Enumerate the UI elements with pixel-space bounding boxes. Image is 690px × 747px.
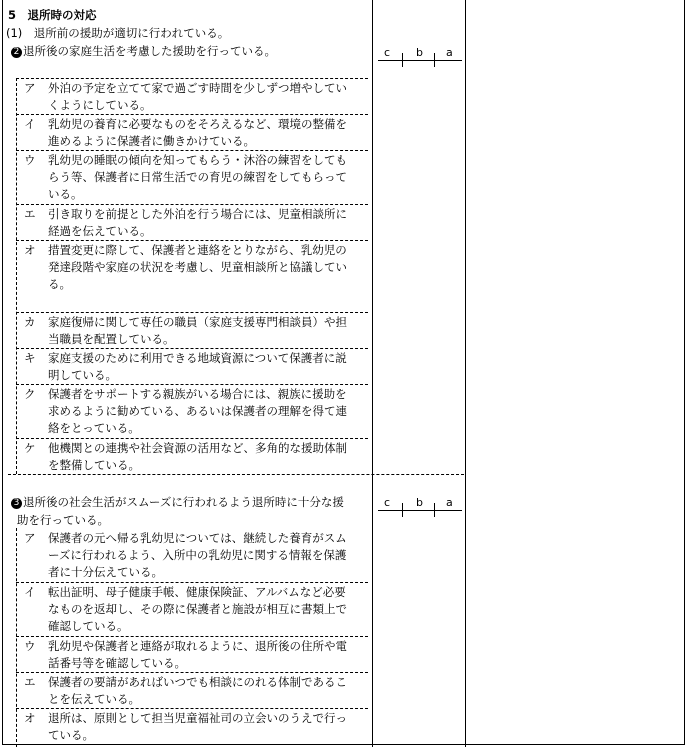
rating-b[interactable]: b xyxy=(416,496,423,509)
rating-tick xyxy=(402,53,403,67)
q3-rating-scale[interactable] xyxy=(378,496,462,524)
rating-a[interactable]: a xyxy=(446,46,453,59)
q3-heading: 3 退所後の社会生活がスムーズに行われるよう退所時に十分な援 xyxy=(11,494,344,511)
q3-box-left xyxy=(16,528,17,747)
rating-tick xyxy=(434,53,435,67)
divider xyxy=(16,438,368,439)
q2-box-left xyxy=(16,78,17,474)
subsection-title: (1) 退所前の援助が適切に行われている。 xyxy=(6,26,230,40)
q2-number-badge: 2 xyxy=(11,47,22,58)
q2-rating-scale[interactable] xyxy=(378,46,462,74)
divider xyxy=(16,384,368,385)
divider xyxy=(16,636,368,637)
rating-line xyxy=(378,510,462,511)
divider xyxy=(16,240,368,241)
divider xyxy=(16,708,368,709)
column-divider-2 xyxy=(465,0,466,747)
rating-a[interactable]: a xyxy=(446,496,453,509)
rating-tick xyxy=(402,503,403,517)
rating-c[interactable]: c xyxy=(384,496,391,509)
divider xyxy=(16,150,368,151)
divider xyxy=(16,672,368,673)
divider xyxy=(16,582,368,583)
rating-tick xyxy=(434,503,435,517)
divider xyxy=(16,78,368,79)
rating-line xyxy=(378,60,462,61)
divider xyxy=(16,204,368,205)
q3-number-badge: 3 xyxy=(11,498,22,509)
column-divider-1 xyxy=(372,0,373,747)
q2-heading: 2 退所後の家庭生活を考慮した援助を行っている。 xyxy=(11,43,276,60)
divider xyxy=(16,348,368,349)
rating-b[interactable]: b xyxy=(416,46,423,59)
divider xyxy=(16,114,368,115)
q3-heading-cont: 助を行っている。 xyxy=(17,513,109,527)
section-divider xyxy=(8,474,464,475)
divider xyxy=(16,312,368,313)
section-title: 5 退所時の対応 xyxy=(8,8,97,22)
rating-c[interactable]: c xyxy=(384,46,391,59)
